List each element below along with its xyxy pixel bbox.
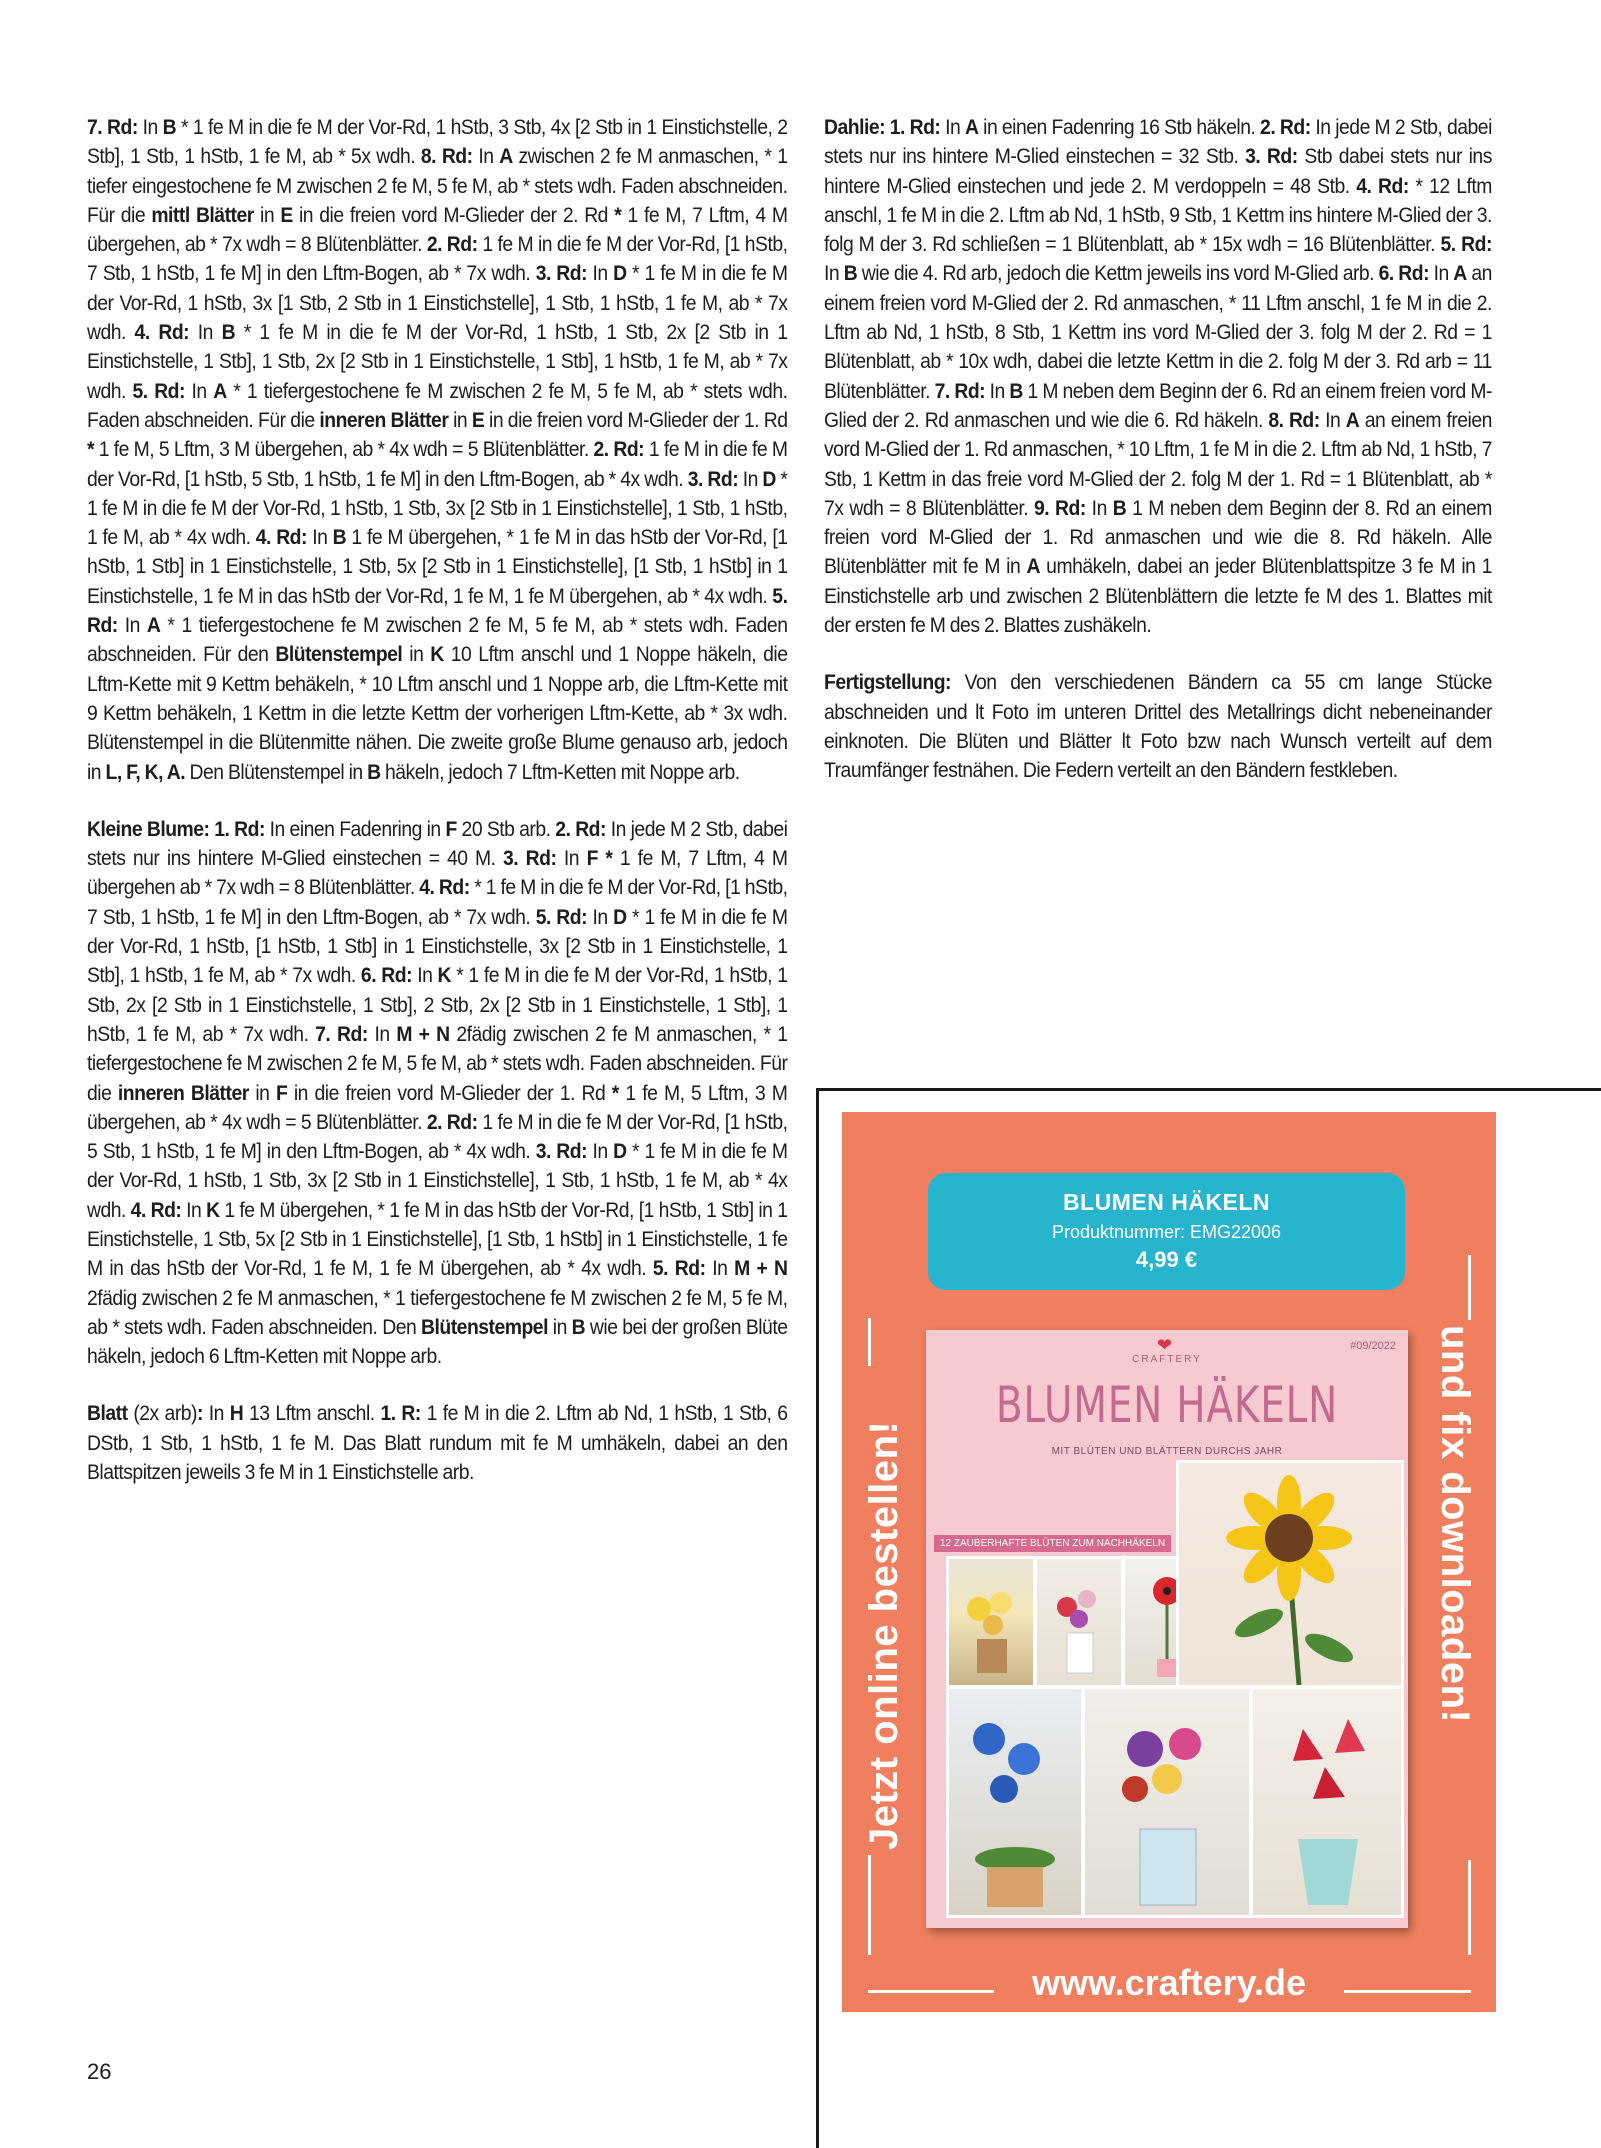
- text-run: * 1 tiefergestochene fe M zwischen 2 fe M, 5 fe M, ab * stets wdh. Faden abschneiden. Für die: [87, 378, 788, 432]
- bold-run: B: [332, 525, 347, 550]
- bold-run: E: [280, 202, 293, 227]
- text-run: * 1 fe M in die fe M der Vor-Rd, 1 hStb, 1 Stb, 2x [2 Stb in 1 Einstichstelle, 1 Stb], 1 Stb, 2x [2 Stb in 1 Einstichstelle, 1 Stb], 1 hStb, 1 fe M, ab * 7x wdh.: [87, 320, 788, 403]
- ad-url-link[interactable]: www.craftery.de: [1031, 1962, 1307, 2003]
- ad-left-line-top: [868, 1318, 871, 1366]
- bold-run: *: [611, 1080, 619, 1105]
- text-run: In jede M 2 Stb, dabei stets nur ins hintere M-Glied einstechen = 40 M.: [87, 816, 788, 871]
- bold-run: inneren Blätter: [117, 1080, 249, 1105]
- bold-run: K: [206, 1197, 220, 1222]
- left-text-column: [87, 113, 787, 1515]
- bold-run: Blütenstempel: [275, 642, 403, 667]
- bold-run: 5. Rd:: [1440, 232, 1492, 257]
- text-run: in die freien vord M-Glieder der 1. Rd: [287, 1080, 612, 1105]
- bold-run: 4. Rd:: [134, 320, 190, 345]
- bold-run: 5. Rd:: [535, 904, 588, 929]
- bold-run: 7. Rd:: [87, 115, 138, 139]
- bold-run: 5. Rd:: [132, 378, 185, 403]
- bold-run: Fertigstellung:: [824, 670, 951, 695]
- bold-run: K: [437, 963, 452, 988]
- banner-title: BLUMEN HÄKELN: [1062, 1189, 1271, 1215]
- instruction-paragraph: [824, 113, 1492, 640]
- bold-run: 2. Rd:: [593, 437, 645, 462]
- cover-subtitle: MIT BLÜTEN UND BLÄTTERN DURCHS JAHR: [1051, 1446, 1283, 1457]
- bold-run: 5. Rd:: [87, 583, 788, 638]
- text-run: in die freien vord M-Glieder der 1. Rd: [484, 407, 788, 432]
- text-run: Von den verschiedenen Bändern ca 55 cm lange Stücke abschneiden und lt Foto im unteren Drittel des Metallrings dicht nebeneinander einknoten. Die Blüten und Blätter lt Foto bzw nach Wunsch verteilt auf dem Traumfänger festnähen. Die Federn verteilt an den Bändern festkleben.: [824, 670, 1492, 783]
- bold-run: 9. Rd:: [1034, 495, 1086, 520]
- text-run: * 1 fe M in die fe M der Vor-Rd, 1 hStb, [1 hStb, 1 Stb] in 1 Einstichstelle, 3x [2 Stb in 1 Einstichstelle, 1 Stb], 1 hStb, 1 fe M, ab * 7x wdh.: [87, 904, 788, 988]
- bold-run: 5. Rd:: [652, 1256, 706, 1281]
- bold-run: 2. Rd:: [555, 816, 606, 841]
- text-run: 1 fe M, 7 Lftm, 4 M übergehen ab * 7x wdh = 8 Blütenblätter.: [87, 846, 788, 900]
- text-run: * 1 fe M in die fe M der Vor-Rd, 1 hStb, 3x [1 Stb, 2 Stb in 1 Einstichstelle], 1 Stb, 1 hStb, 1 fe M, ab * 7x wdh.: [87, 261, 788, 345]
- cover-ribbon: 12 ZAUBERHAFTE BLÜTEN ZUM NACHHÄKELN: [934, 1535, 1171, 1552]
- text-run: 1 fe M, 5 Lftm, 3 M übergehen, ab * 4x wdh = 5 Blütenblätter.: [94, 437, 594, 462]
- text-run: 1 fe M in die fe M der Vor-Rd, [1 hStb, 5 Stb, 1 hStb, 1 fe M] in den Lftm-Bogen, ab * 4x wdh.: [87, 437, 788, 491]
- bold-run: 6. Rd:: [1378, 261, 1430, 286]
- bold-run: A: [1453, 261, 1467, 286]
- text-run: 10 Lftm anschl und 1 Noppe häkeln, die Lftm-Kette mit 9 Kettm behäkeln, * 10 Lftm anschl und 1 Noppe arb, die Lftm-Kette mit 9 Kettm behäkeln, 1 Kettm in die letzte Kettm der vorherigen Lftm-Kette, ab * 3x wdh. Blütenstempel in die Blütenmitte nähen. Die zweite große Blume genauso arb, jedoch in: [87, 642, 788, 784]
- text-run: In: [202, 1401, 230, 1426]
- text-run: 1 fe M, 7 Lftm, 4 M übergehen, ab * 7x wdh = 8 Blütenblätter.: [87, 202, 788, 257]
- text-run: Stb dabei stets nur ins hintere M-Glied einstechen und jede 2. M verdoppeln = 48 Stb.: [824, 144, 1492, 198]
- bold-run: *: [614, 202, 622, 227]
- cover-brand: CRAFTERY: [1132, 1354, 1202, 1365]
- text-run: * 1 fe M in die fe M der Vor-Rd, 1 hStb, 1 Stb, 3x [2 Stb in 1 Einstichstelle], 1 Stb, 1 hStb, 1 fe M, ab * 4x wdh.: [87, 1139, 788, 1222]
- text-run: In: [472, 144, 500, 169]
- bold-run: A: [499, 144, 513, 169]
- text-run: In: [412, 963, 438, 988]
- text-run: in die freien vord M-Glieder der 2. Rd: [292, 202, 615, 227]
- bold-run: A: [146, 613, 161, 638]
- text-run: In: [189, 320, 222, 345]
- text-run: In: [137, 115, 163, 139]
- text-run: In: [306, 525, 333, 550]
- heart-icon: ❤: [1157, 1335, 1173, 1355]
- text-run: In: [556, 846, 587, 871]
- bold-run: 4. Rd:: [255, 525, 307, 550]
- text-run: 1 fe M übergehen, * 1 fe M in das hStb der Vor-Rd, [1 hStb, 1 Stb] in 1 Einstichstelle, 1 Stb, 5x [2 Stb in 1 Einstichstelle], [1 Stb, 1 hStb] in 1 Einstichstelle, 1 fe M in das hStb der Vor-Rd, 1 fe M, 1 fe M übergehen, ab * 4x wdh.: [87, 1197, 788, 1281]
- text-run: In: [181, 1197, 207, 1222]
- bold-run: L, F, K, A.: [105, 759, 186, 784]
- bold-run: Blütenstempel: [421, 1314, 548, 1339]
- bold-run: 4. Rd:: [130, 1197, 182, 1222]
- text-run: In: [587, 904, 614, 929]
- bold-run: B: [367, 759, 381, 784]
- cover-photo-bouquet: [1034, 1556, 1124, 1688]
- bold-run: H: [229, 1401, 244, 1426]
- bold-run: Dahlie: 1. Rd:: [824, 115, 941, 139]
- bold-run: D: [762, 466, 776, 491]
- text-run: umhäkeln, dabei an jeder Blütenblattspitze 3 fe M in 1 Einstichstelle arb und zwischen 2 Blütenblättern die letzte fe M des 1. Blattes mit der ersten fe M des 2. Blattes zushäkeln.: [824, 554, 1492, 638]
- text-run: 1 M neben dem Beginn der 6. Rd an einem freien vord M-Glied der 2. Rd anmaschen und wie die 6. Rd häkeln.: [824, 378, 1492, 432]
- text-run: 1 M neben dem Beginn der 8. Rd an einem freien vord M-Glied der 1. Rd anmaschen und wie die 8. Rd häkeln. Alle Blütenblätter mit fe M in: [824, 495, 1492, 579]
- cover-photo-sunflower: [1176, 1460, 1404, 1688]
- bold-run: A: [213, 378, 227, 403]
- bold-run: 3. Rd:: [535, 261, 588, 286]
- bold-run: Blatt: [87, 1401, 128, 1426]
- bold-run: B: [571, 1314, 586, 1339]
- bold-run: 4. Rd:: [419, 875, 470, 900]
- cover-photo-yellow-flowers: [946, 1556, 1036, 1688]
- text-run: in: [253, 202, 281, 227]
- text-run: In jede M 2 Stb, dabei stets nur ins hintere M-Glied einstechen = 32 Stb.: [824, 115, 1492, 169]
- text-run: 1 fe M, 5 Lftm, 3 M übergehen, ab * 4x wdh = 5 Blütenblätter.: [87, 1080, 788, 1134]
- text-run: 1 fe M in die 2. Lftm ab Nd, 1 hStb, 1 Stb, 6 DStb, 1 Stb, 1 hStb, 1 fe M. Das Blatt rundum mit fe M umhäkeln, dabei an den Blattspitzen jeweils 3 fe M in 1 Einstichstelle arb.: [87, 1401, 788, 1485]
- bold-run: 3. Rd:: [535, 1139, 588, 1164]
- text-run: In: [1085, 495, 1113, 520]
- bold-run: B: [843, 261, 858, 286]
- orchid-icon: [949, 1689, 1081, 1915]
- bold-run: D: [613, 1139, 627, 1164]
- product-banner[interactable]: [928, 1173, 1405, 1290]
- bold-run: Kleine Blume: 1. Rd:: [87, 816, 265, 841]
- text-run: 1 fe M in die fe M der Vor-Rd, [1 hStb, 5 Stb, 1 hStb, 1 fe M] in den Lftm-Bogen, ab * 4x wdh.: [87, 1109, 788, 1164]
- text-run: In: [117, 613, 147, 638]
- cover-title: BLUMEN HÄKELN: [995, 1376, 1339, 1434]
- bold-run: 1. R:: [380, 1401, 421, 1426]
- text-run: 20 Stb arb.: [456, 816, 556, 841]
- bold-run: 3. Rd:: [503, 846, 557, 871]
- banner-price: 4,99 €: [1135, 1247, 1198, 1272]
- bold-run: D: [613, 261, 627, 286]
- text-run: * 1 fe M in die fe M der Vor-Rd, 1 hStb, 3 Stb, 4x [2 Stb in 1 Einstichstelle, 2 Stb], 1 Stb, 1 hStb, 1 fe M, ab * 5x wdh.: [87, 115, 788, 169]
- text-run: an einem freien vord M-Glied der 2. Rd anmaschen, * 11 Lftm anschl, 1 fe M in die 2. Lftm ab Nd, 1 hStb, 8 Stb, 1 Kettm ins vord M-Glied der 3. folg M der 2. Rd = 1 Blütenblatt, ab * 10x wdh, dabei die letzte Kettm in die 2. folg M der 3. Rd arb = 11 Blütenblätter.: [824, 261, 1492, 403]
- bold-run: 8. Rd:: [420, 144, 473, 169]
- text-run: * 1 fe M in die fe M der Vor-Rd, 1 hStb, 1 Stb, 3x [2 Stb in 1 Einstichstelle], 1 Stb, 1 hStb, 1 fe M, ab * 4x wdh.: [87, 466, 788, 550]
- text-run: häkeln, jedoch 7 Lftm-Ketten mit Noppe arb.: [380, 759, 740, 784]
- text-run: an einem freien vord M-Glied der 1. Rd anmaschen, * 10 Lftm, 1 fe M in die 2. Lftm ab Nd, 1 hStb, 7 Stb, 1 Kettm in das freie vord M-Glied der 2. folg M der 1. Rd = 1 Blütenblatt, ab * 7x wdh = 8 Blütenblätter.: [824, 407, 1492, 520]
- cover-photo-orchid: [946, 1686, 1084, 1918]
- order-online-text: Jetzt online bestellen!: [862, 1420, 906, 1850]
- bold-run: A: [1345, 407, 1360, 432]
- text-run: in: [448, 407, 472, 432]
- cover-photo-carnations: [1082, 1686, 1252, 1918]
- bold-run: 2. Rd:: [426, 1109, 478, 1134]
- text-run: In: [705, 1256, 735, 1281]
- text-run: In: [738, 466, 763, 491]
- text-run: In: [587, 261, 614, 286]
- bold-run: 3. Rd:: [1245, 144, 1298, 169]
- bold-run: B: [221, 320, 236, 345]
- bold-run: M + N: [734, 1256, 788, 1281]
- text-run: in einen Fadenring 16 Stb häkeln.: [978, 115, 1261, 139]
- lily-icon: [1253, 1689, 1401, 1915]
- text-run: In einen Fadenring in: [264, 816, 446, 841]
- cover-photo-lilies: [1250, 1686, 1404, 1918]
- bold-run: F: [445, 816, 457, 841]
- text-run: In: [985, 378, 1010, 403]
- ad-url-line-right: [1344, 1990, 1471, 1993]
- text-run: Den Blütenstempel in: [185, 759, 368, 784]
- text-run: 2fädig zwischen 2 fe M anmaschen, * 1 tiefergestochene fe M zwischen 2 fe M, 5 fe M, ab * stets wdh. Faden abschneiden. Den: [87, 1285, 788, 1339]
- text-run: in: [402, 642, 431, 667]
- magazine-cover[interactable]: [926, 1330, 1408, 1928]
- text-run: (2x arb): [127, 1401, 197, 1426]
- text-run: in: [248, 1080, 276, 1105]
- text-run: In: [940, 115, 965, 139]
- ad-right-line-top: [1468, 1255, 1471, 1320]
- bold-run: 2. Rd:: [426, 232, 478, 257]
- right-text-column: [824, 113, 1492, 814]
- cover-issue: #09/2022: [1350, 1340, 1396, 1352]
- instruction-paragraph: [824, 668, 1492, 785]
- bold-run: 3. Rd:: [687, 466, 739, 491]
- bold-run: 7. Rd:: [315, 1021, 368, 1046]
- bold-run: B: [162, 115, 177, 139]
- banner-product-number: Produktnummer: EMG22006: [1051, 1222, 1282, 1242]
- text-run: in: [547, 1314, 572, 1339]
- text-run: wie die 4. Rd arb, jedoch die Kettm jeweils ins vord M-Glied arb.: [857, 261, 1379, 286]
- flower-pot-icon: [949, 1559, 1033, 1685]
- text-run: 1 fe M übergehen, * 1 fe M in das hStb der Vor-Rd, [1 hStb, 1 Stb] in 1 Einstichstelle, 1 Stb, 5x [2 Stb in 1 Einstichstelle], [1 Stb, 1 hStb] in 1 Einstichstelle, 1 fe M in das hStb der Vor-Rd, 1 fe M, 1 fe M übergehen, ab * 4x wdh.: [87, 525, 788, 608]
- text-run: * 12 Lftm anschl, 1 fe M in die 2. Lftm ab Nd, 1 hStb, 9 Stb, 1 Kettm ins hintere M-Glied der 3. folg M der 3. Rd schließen = 1 Blütenblatt, ab * 15x wdh = 16 Blütenblätter.: [824, 173, 1492, 257]
- bold-run: K: [430, 642, 444, 667]
- text-run: In: [1319, 407, 1346, 432]
- bold-run: mittl Blätter: [151, 202, 254, 227]
- text-run: wie bei der großen Blüte häkeln, jedoch 6 Lftm-Ketten mit Noppe arb.: [87, 1314, 788, 1369]
- text-run: 1 fe M in die fe M der Vor-Rd, [1 hStb, 7 Stb, 1 hStb, 1 fe M] in den Lftm-Bogen, ab * 7x wdh.: [87, 232, 788, 286]
- bold-run: 2. Rd:: [1260, 115, 1311, 139]
- download-text: und fix downloaden!: [1433, 1325, 1477, 1724]
- ad-left-line-bottom: [868, 1855, 871, 1955]
- text-run: 2fädig zwischen 2 fe M anmaschen, * 1 tiefergestochene fe M zwischen 2 fe M, 5 fe M, ab * stets wdh. Faden abschneiden. Für die: [87, 1021, 788, 1105]
- instruction-paragraph: [87, 815, 787, 1372]
- bold-run: 4. Rd:: [1356, 173, 1409, 198]
- text-run: In: [587, 1139, 614, 1164]
- sunflower-icon: [1179, 1463, 1401, 1685]
- bold-run: B: [1009, 378, 1023, 403]
- page-number: 26: [87, 2059, 112, 2084]
- bold-run: A: [964, 115, 979, 139]
- instruction-paragraph: [87, 1399, 787, 1487]
- bold-run: :: [196, 1401, 203, 1426]
- bold-run: 7. Rd:: [934, 378, 986, 403]
- instruction-paragraph: [87, 113, 787, 787]
- ad-right-line-bottom: [1468, 1860, 1471, 1955]
- text-run: 13 Lftm anschl.: [243, 1401, 381, 1426]
- bold-run: 8. Rd:: [1268, 407, 1320, 432]
- bold-run: E: [471, 407, 485, 432]
- bold-run: D: [613, 904, 627, 929]
- bold-run: A: [1026, 554, 1040, 579]
- bouquet-icon: [1037, 1559, 1121, 1685]
- text-run: In: [184, 378, 214, 403]
- bold-run: *: [87, 437, 95, 462]
- bold-run: 6. Rd:: [360, 963, 413, 988]
- bold-run: inneren Blätter: [319, 407, 449, 432]
- bold-run: F *: [586, 846, 613, 871]
- text-run: * 1 fe M in die fe M der Vor-Rd, 1 hStb, 1 Stb, 2x [2 Stb in 1 Einstichstelle, 1 Stb], 2 Stb, 2x [2 Stb in 1 Einstichstelle, 1 Stb], 1 hStb, 1 fe M, ab * 7x wdh.: [87, 963, 788, 1046]
- text-run: In: [367, 1021, 397, 1046]
- text-run: * 1 tiefergestochene fe M zwischen 2 fe M, 5 fe M, ab * stets wdh. Faden abschneiden. Für den: [87, 613, 788, 667]
- text-run: zwischen 2 fe M anmaschen, * 1 tiefer eingestochene fe M zwischen 2 fe M, 5 fe M, ab * stets wdh. Faden abschneiden. Für die: [87, 144, 788, 227]
- text-run: * 1 fe M in die fe M der Vor-Rd, [1 hStb, 7 Stb, 1 hStb, 1 fe M] in den Lftm-Bogen, ab * 7x wdh.: [87, 875, 788, 929]
- bold-run: F: [275, 1080, 288, 1105]
- bold-run: B: [1112, 495, 1127, 520]
- carnation-icon: [1085, 1689, 1249, 1915]
- text-run: In: [824, 261, 844, 286]
- bold-run: M + N: [396, 1021, 450, 1046]
- text-run: In: [1429, 261, 1454, 286]
